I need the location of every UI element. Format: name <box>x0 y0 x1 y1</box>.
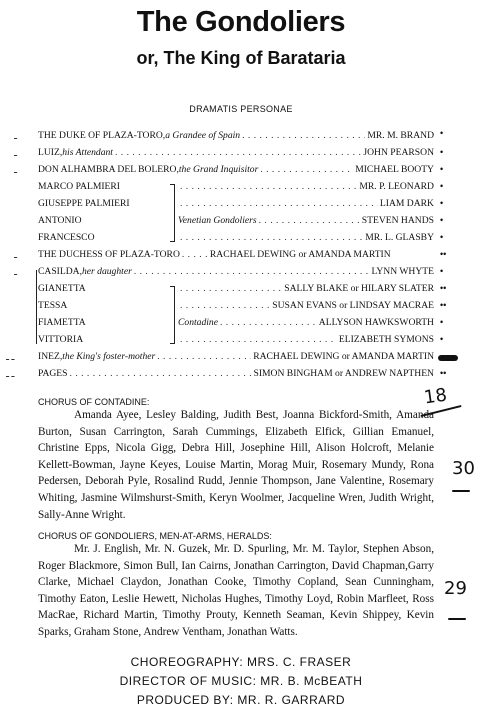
cast-role-desc: her daughter <box>81 266 132 277</box>
page-subtitle: or, The King of Barataria <box>136 48 346 68</box>
leader-dots <box>260 163 353 176</box>
cast-role: DON ALHAMBRA DEL BOLERO, <box>38 164 179 175</box>
gondolier-actor-row <box>178 214 434 227</box>
credit-music-director: DIRECTOR OF MUSIC: MR. B. McBEATH <box>119 674 363 688</box>
gondolier-actor-row <box>178 180 434 193</box>
cast-actor: LYNN WHYTE <box>371 266 434 277</box>
cast-role-desc: the Grand Inquisitor <box>178 164 259 175</box>
handwritten-dot-icon: • <box>440 164 444 174</box>
cast-actor: MICHAEL BOOTY <box>355 164 434 175</box>
handwritten-tick-icon: ـ <box>14 131 17 142</box>
leader-dots <box>242 129 365 142</box>
credit-producer: PRODUCED BY: MR. R. GARRARD <box>136 693 346 707</box>
handwritten-number: 18 <box>422 384 449 409</box>
cast-row <box>38 265 434 278</box>
handwritten-dot-icon: • <box>440 128 444 138</box>
cast-actor: MR. L. GLASBY <box>365 232 434 243</box>
handwritten-tick-icon: ـ <box>14 148 17 159</box>
cast-actor: JOHN PEARSON <box>363 147 434 158</box>
cast-actor: STEVEN HANDS <box>361 215 434 226</box>
gondolier-name: GIUSEPPE PALMIERI <box>38 198 130 209</box>
leader-dots <box>180 333 337 346</box>
gondolier-name: FRANCESCO <box>38 232 95 243</box>
dramatis-personae-heading: DRAMATIS PERSONAE <box>189 104 293 114</box>
page-title: The Gondoliers <box>136 6 346 38</box>
cast-actor: LIAM DARK <box>379 198 434 209</box>
leader-dots <box>180 282 282 295</box>
gondolier-name: ANTONIO <box>38 215 82 226</box>
cast-actor: SALLY BLAKE or HILARY SLATER <box>284 283 434 294</box>
cast-role-desc: a Grandee of Spain <box>165 130 241 141</box>
contadina-name: VITTORIA <box>38 334 84 345</box>
handwritten-dot-icon: • <box>440 334 444 344</box>
cast-actor: MR. P. LEONARD <box>359 181 434 192</box>
cast-actor: ALLYSON HAWKSWORTH <box>318 317 434 328</box>
leader-dots <box>220 316 317 329</box>
leader-dots <box>180 197 378 210</box>
cast-role: INEZ, <box>38 351 63 362</box>
cast-row <box>38 350 434 363</box>
cast-actor: SUSAN EVANS or LINDSAY MACRAE <box>272 300 434 311</box>
handwritten-tick-icon: ـ <box>14 250 17 261</box>
chorus-contadine-list: Amanda Ayee, Lesley Balding, Judith Best, Joanna Bickford-Smith, Amanda Burton, Susan Carrington, Sarah Cummings, Elizabeth Elfick, Gillian Emanuel, Christine Epps, Nicola Gigg, Debra Hill, Josephine Hill, Alison Holcroft, Melanie Kellett-Bowman, Jayne Keyes, Louise Martin, Morag Muir, Rosemary Mundy, Rona Pedersen, Deborah Pyle, Rosalind Rudd, Jennie Thompson, Jane Valentine, Rosemary Whiting, Jasmine Wilmshurst-Smith, Keryn Woolmer, Jacqueline Wren, Judith Wright, Sally-Anne Wright. <box>38 409 434 521</box>
contadina-name: GIANETTA <box>38 283 86 294</box>
handwritten-dot-icon: • <box>440 181 444 191</box>
handwritten-tick-icon: ـ ـ <box>6 369 15 380</box>
contadina-name: FIAMETTA <box>38 317 86 328</box>
credit-choreography: CHOREOGRAPHY: MRS. C. FRASER <box>130 655 352 669</box>
handwritten-scribble <box>438 355 458 361</box>
handwritten-dot-icon: • <box>440 266 444 276</box>
leader-dots <box>134 265 370 278</box>
cast-role: LUIZ, <box>38 147 63 158</box>
cast-role: THE DUCHESS OF PLAZA-TORO <box>38 249 180 260</box>
cast-actor: RACHAEL DEWING or AMANDA MARTIN <box>209 249 391 260</box>
contadina-actor-row <box>178 316 434 329</box>
cast-role-desc: his Attendant <box>62 147 113 158</box>
gondolier-actor-row <box>178 197 434 210</box>
gondoliers-brace <box>170 184 175 242</box>
handwritten-dot-icon: • <box>440 198 444 208</box>
handwritten-dot-icon: •• <box>440 300 447 310</box>
handwritten-dot-icon: • <box>440 215 444 225</box>
contadina-name: TESSA <box>38 300 68 311</box>
cast-actor: RACHAEL DEWING or AMANDA MARTIN <box>253 351 434 362</box>
gondolier-actor-row <box>178 231 434 244</box>
cast-row <box>38 367 434 380</box>
handwritten-number: 29 <box>444 578 467 599</box>
contadina-actor-row <box>178 333 434 346</box>
chorus-gondoliers-heading: CHORUS OF GONDOLIERS, MEN-AT-ARMS, HERALDS: <box>38 531 272 541</box>
cast-actor: ELIZABETH SYMONS <box>338 334 434 345</box>
handwritten-tick-icon: ـ <box>14 165 17 176</box>
leader-dots <box>70 367 252 380</box>
leader-dots <box>259 214 360 227</box>
leader-dots <box>115 146 361 159</box>
handwritten-dot-icon: •• <box>440 283 447 293</box>
cast-row <box>38 248 434 261</box>
handwritten-tick-icon: ـ <box>14 267 17 278</box>
contadine-brace <box>170 286 175 344</box>
cast-role: PAGES <box>38 368 68 379</box>
contadina-actor-row <box>178 299 434 312</box>
chorus-gondoliers-list: Mr. J. English, Mr. N. Guzek, Mr. D. Spurling, Mr. M. Taylor, Stephen Abson, Roger Blackmore, Simon Bull, Ian Cairns, Jonathan Carrington, David Chapman,Garry Clarke, Michael Claydon, Jonathan Cooke, Timothy Copland, Sean Cunningham, Timothy Eaton, Leslie Hewett, Nicholas Hughes, Timothy Loyd, Robin Marfleet, Ross MacRae, Richard Martin, Timothy Prouty, Kenneth Seaman, Kevin Shippey, Kevin Sparks, Graham Stone, Andrew Ventham, Jonathan Watts. <box>38 543 434 638</box>
leader-dots <box>180 231 363 244</box>
handwritten-dot-icon: • <box>440 147 444 157</box>
chorus-contadine-heading: CHORUS OF CONTADINE: <box>38 397 150 407</box>
group-label: Contadine <box>178 317 218 328</box>
leader-dots <box>157 350 251 363</box>
group-label: Venetian Gondoliers <box>178 215 257 226</box>
handwritten-tick-icon: ـ ـ <box>6 352 15 363</box>
cast-role-desc: the King's foster-mother <box>62 351 156 362</box>
cast-actor: SIMON BINGHAM or ANDREW NAPTHEN <box>253 368 434 379</box>
leader-dots <box>180 180 357 193</box>
handwritten-dot-icon: • <box>440 232 444 242</box>
cast-row <box>38 129 434 142</box>
contadina-actor-row <box>178 282 434 295</box>
margin-bracket <box>36 270 37 344</box>
leader-dots <box>182 248 208 261</box>
leader-dots <box>180 299 270 312</box>
cast-row <box>38 146 434 159</box>
cast-row <box>38 163 434 176</box>
cast-role: CASILDA, <box>38 266 82 277</box>
handwritten-underline <box>448 618 466 620</box>
handwritten-dot-icon: • <box>440 317 444 327</box>
cast-actor: MR. M. BRAND <box>367 130 434 141</box>
handwritten-number: 30 <box>452 458 475 479</box>
handwritten-dot-icon: •• <box>440 249 447 259</box>
handwritten-dot-icon: •• <box>440 368 447 378</box>
handwritten-underline <box>452 490 470 492</box>
gondolier-name: MARCO PALMIERI <box>38 181 121 192</box>
cast-role: THE DUKE OF PLAZA-TORO, <box>38 130 166 141</box>
